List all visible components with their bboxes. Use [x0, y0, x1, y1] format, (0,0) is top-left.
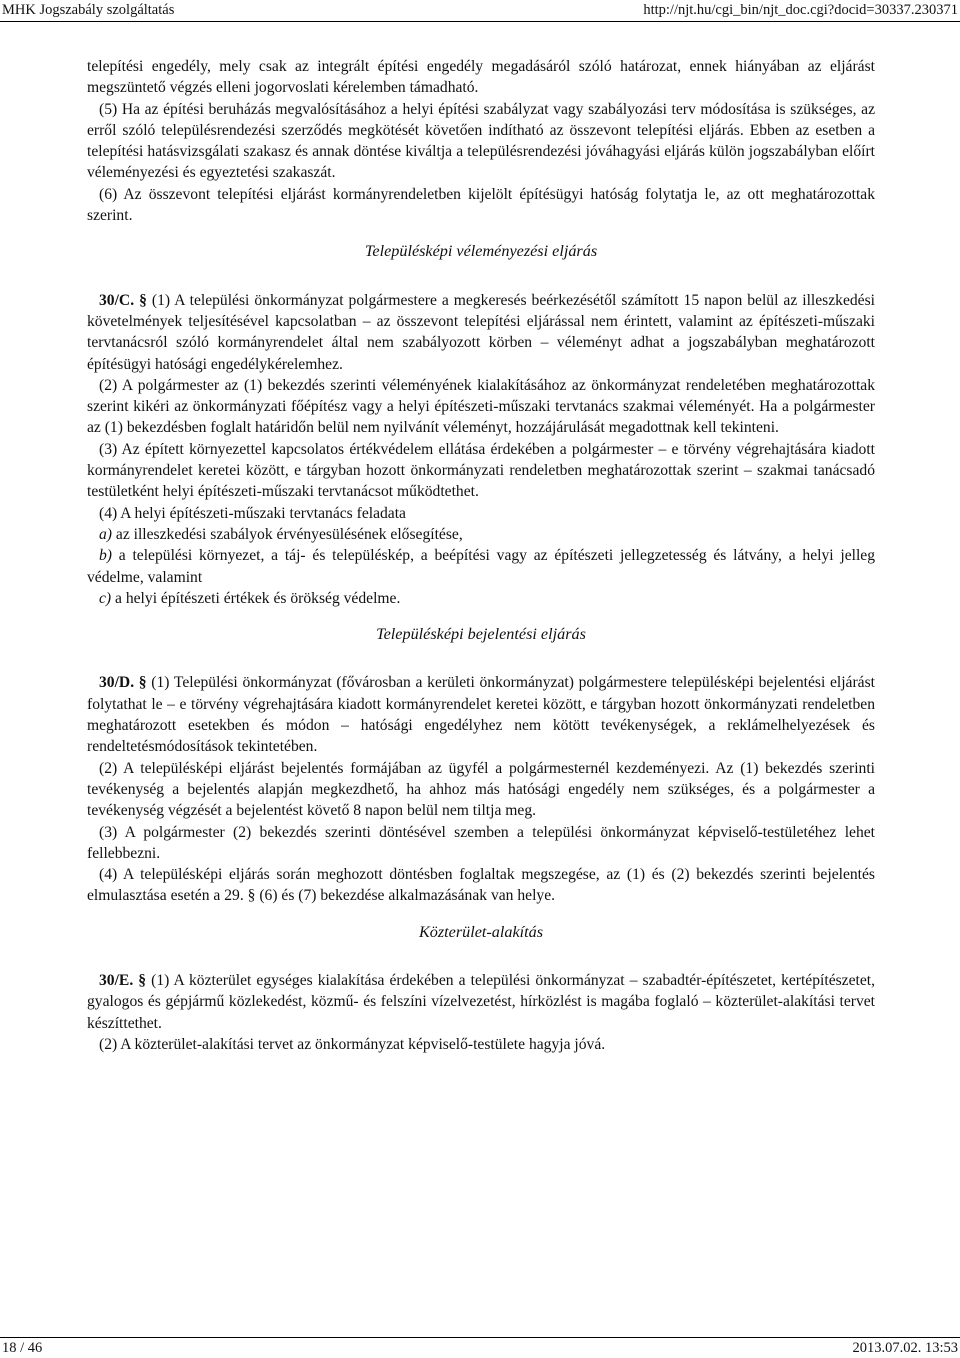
- header-source: MHK Jogszabály szolgáltatás: [2, 2, 175, 18]
- list-marker: b): [99, 547, 112, 565]
- section-paragraph: [87, 970, 875, 1034]
- section-text: (1) Települési önkormányzat (fővárosban a kerületi önkormányzat) polgármestere településképi bejelentési eljárást folytathat le – e törvény végrehajtására kiadott kormányrendelet keretei között, e tárgyban hozott önkormányzati rendeletben meghatározott esetekben és módon – hatósági engedélyhez nem kötött tevékenységek, a reklámelhelyezések és rendeltetésmódosítások tekintetében.: [87, 674, 875, 756]
- section-number: 30/D. §: [99, 674, 147, 692]
- header-url[interactable]: http://njt.hu/cgi_bin/njt_doc.cgi?docid=30337.230371: [643, 2, 958, 18]
- section-paragraph: [87, 290, 875, 375]
- list-item: [87, 545, 875, 588]
- list-text: a helyi építészeti értékek és örökség védelme.: [111, 589, 401, 607]
- section-title: Településképi bejelentési eljárás: [376, 625, 586, 644]
- section-text: (1) A települési önkormányzat polgármestere a megkeresés beérkezésétől számított 15 napon belül az illeszkedési követelmények teljesítésével kapcsolatban – az összevont telepítési eljárással nem érintett, valamint az építészeti-műszaki tervtanácsról szóló kormányrendelet által nem szabályozott körben – véleményt adhat a jogszabályban meghatározott építésügyi hatósági engedélykérelemhez.: [87, 291, 875, 373]
- paragraph: (5) Ha az építési beruházás megvalósításához a helyi építési szabályzat vagy szabályozási terv módosítása is szükséges, az erről szóló településrendezési szerződés megkötését követően indítható az összevont telepítési eljárás. Ebben az esetben a telepítési hatásvizsgálati szakasz és annak döntése kiváltja a településrendezési jóváhagyási eljárás külön jogszabályban előírt véleményezési és egyeztetési szakaszát.: [87, 100, 875, 182]
- list-text: a települési környezet, a táj- és településkép, a beépítési vagy az építészeti jellegzetesség és látvány, a helyi jelleg védelme, valamint: [87, 547, 875, 586]
- paragraph: (4) A helyi építészeti-műszaki tervtanács feladata: [99, 504, 406, 522]
- page-header: [0, 0, 960, 22]
- paragraph: (2) A közterület-alakítási tervet az önkormányzat képviselő-testülete hagyja jóvá.: [99, 1035, 606, 1053]
- paragraph: (3) A polgármester (2) bekezdés szerinti döntésével szemben a települési önkormányzat képviselő-testületéhez lehet fellebbezni.: [87, 823, 875, 862]
- list-marker: a): [99, 525, 112, 543]
- section-number: 30/E. §: [99, 971, 147, 989]
- paragraph: (2) A településképi eljárást bejelentés formájában az ügyfél a polgármesternél kezdeményezi. Az (1) bekezdés szerinti tevékenység a bejelentés alapján megkezdhető, ha ahhoz más hatósági engedély nem szükséges, és a polgármester a tevékenység végzését a bejelentést követő 8 napon belül nem tiltja meg.: [87, 759, 875, 820]
- paragraph: (3) Az épített környezettel kapcsolatos értékvédelem ellátása érdekében a polgármester – e törvény végrehajtására kiadott kormányrendelet keretei között, e tárgyban hozott önkormányzati rendeletben meghatározottak szerint – szakmai tanácsadó testületként helyi építészeti-műszaki tervtanácsot működtethet.: [87, 440, 875, 501]
- list-text: az illeszkedési szabályok érvényesülésének elősegítése,: [112, 525, 463, 543]
- section-paragraph: [87, 672, 875, 757]
- list-item: [87, 588, 875, 609]
- page-number: 18 / 46: [2, 1340, 43, 1356]
- section-title: Közterület-alakítás: [418, 922, 544, 941]
- section-title: Településképi véleményezési eljárás: [364, 242, 598, 261]
- list-item: [87, 524, 875, 545]
- header-divider: [0, 21, 960, 22]
- section-number: 30/C. §: [99, 291, 147, 309]
- paragraph: (4) A településképi eljárás során meghozott döntésben foglaltak megszegése, az (1) és (2) bekezdés szerinti bejelentés elmulasztása esetén a 29. § (6) és (7) bekezdése alkalmazásának van helye.: [87, 866, 875, 905]
- paragraph: telepítési engedély, mely csak az integrált építési engedély megadásáról szóló határozat, ennek hiányában az eljárást megszüntető végzés elleni jogorvoslati kérelemben támadható.: [87, 58, 875, 97]
- document-body: [87, 56, 875, 1055]
- page-footer: [0, 1336, 960, 1357]
- list-marker: c): [99, 589, 112, 607]
- section-text: (1) A közterület egységes kialakítása érdekében a települési önkormányzat – szabadtér-építészetet, kertépítészetet, gyalogos és gépjármű közlekedést, közmű- és felszíni vízelvezetést, hírközlést is magába foglaló – közterület-alakítási tervet készíttethet.: [87, 971, 876, 1032]
- paragraph: (2) A polgármester az (1) bekezdés szerinti véleményének kialakításához az önkormányzat rendeletében meghatározottak szerint kikéri az önkormányzati főépítész vagy a helyi építészeti-műszaki tervtanács szakmai véleményét. Ha a polgármester az (1) bekezdésben foglalt határidőn belül nem nyilvánít véleményt, hozzájárulását megadottnak kell tekinteni.: [87, 376, 875, 437]
- paragraph: (6) Az összevont telepítési eljárást kormányrendeletben kijelölt építésügyi hatóság folytatja le, az ott meghatározottak szerint.: [87, 185, 875, 225]
- footer-timestamp: 2013.07.02. 13:53: [852, 1340, 958, 1356]
